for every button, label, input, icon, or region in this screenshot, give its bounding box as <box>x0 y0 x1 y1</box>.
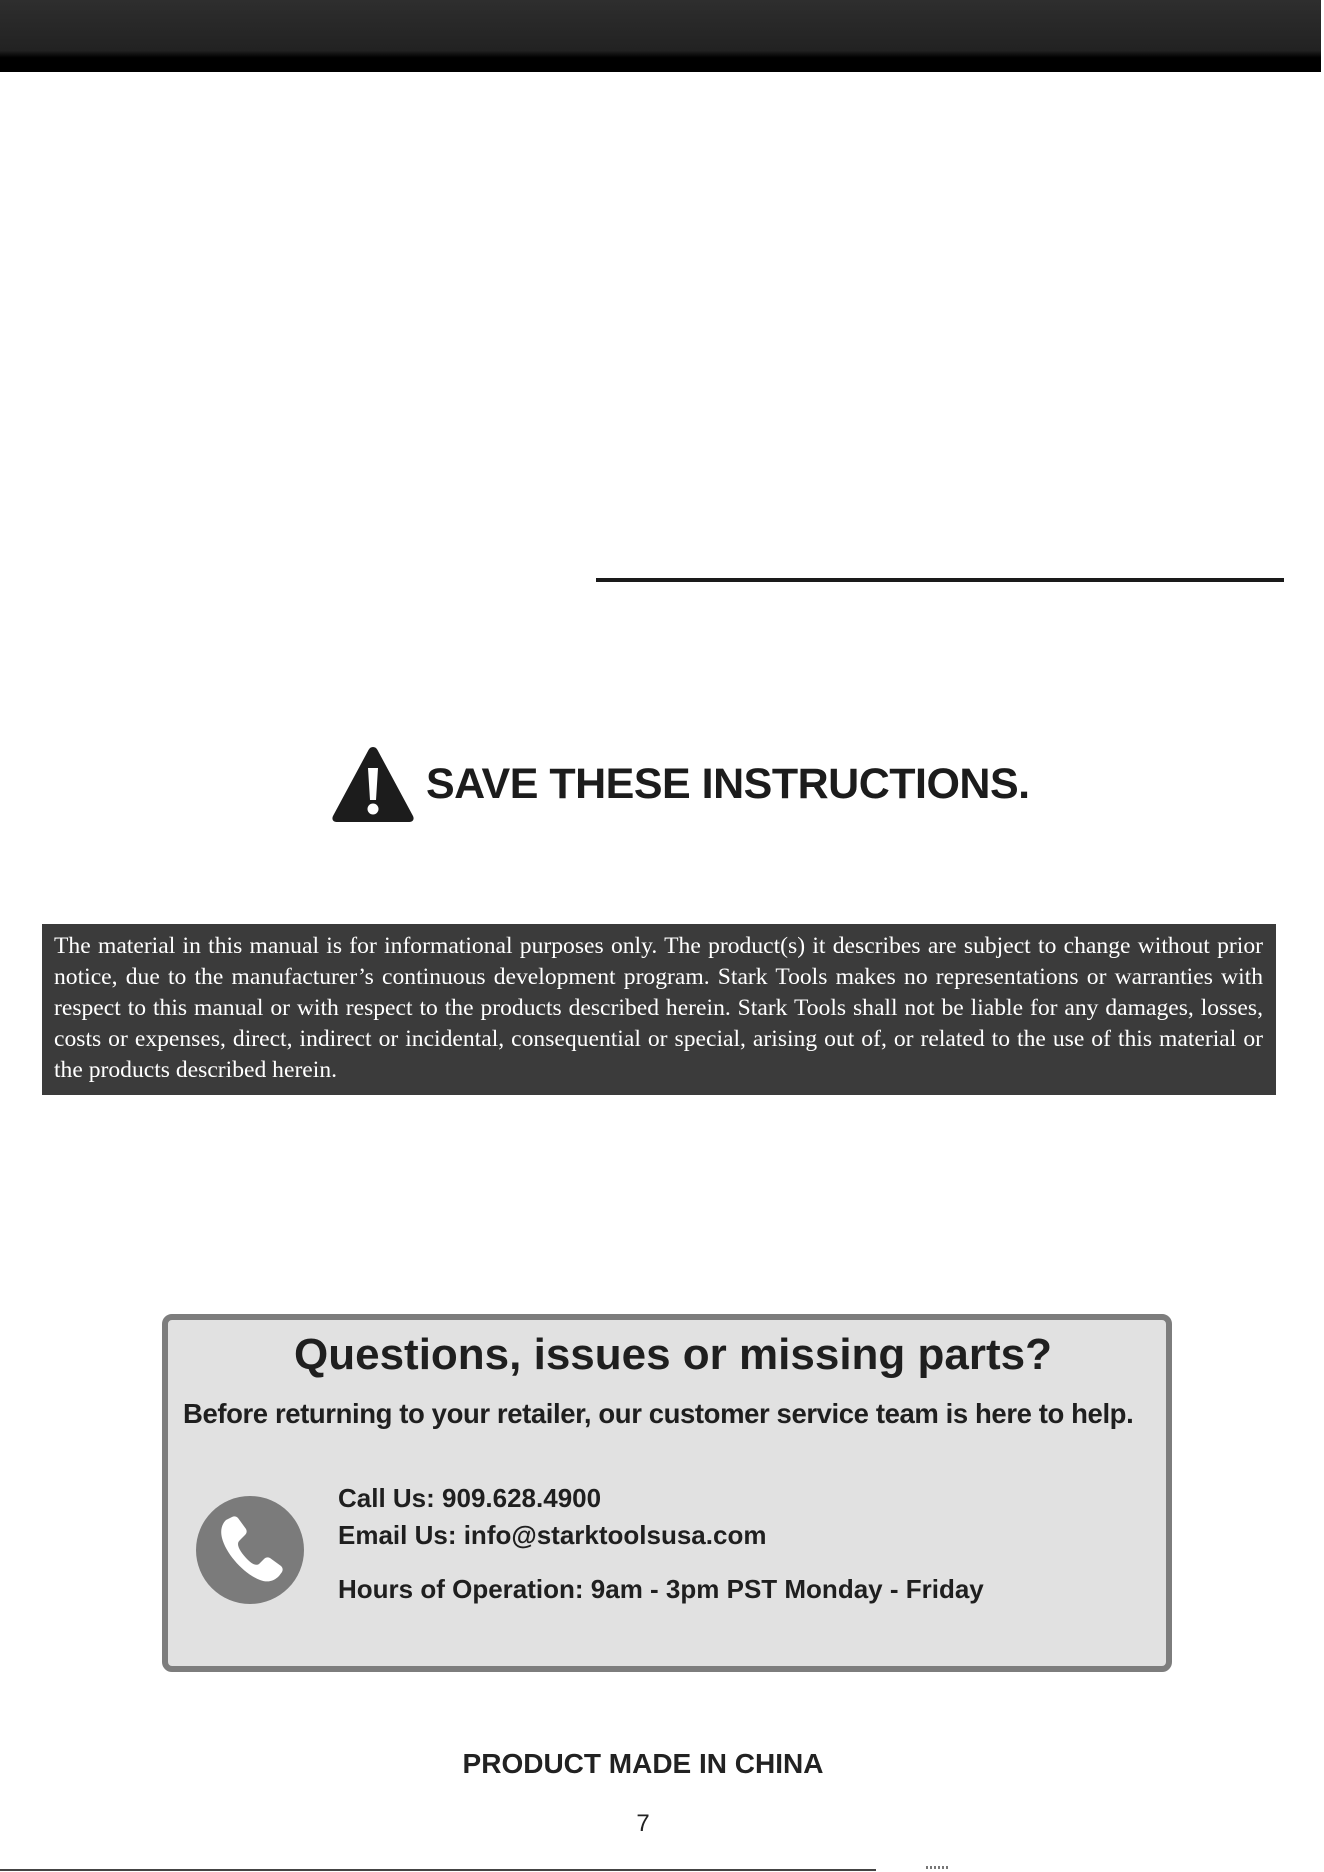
section-divider <box>596 578 1284 582</box>
warning-icon <box>330 744 416 824</box>
support-email[interactable]: Email Us: info@starktoolsusa.com <box>338 1520 767 1550</box>
header-band <box>0 0 1324 72</box>
page-number: 7 <box>636 1810 650 1837</box>
product-origin: PRODUCT MADE IN CHINA <box>462 1748 824 1779</box>
disclaimer-text: The material in this manual is for informational purposes only. The product(s) it describes are subject to change without prior notice, due to the manufacturer’s continuous development program. Stark Tools makes no representations or warranties with respect to this manual or with respect to the products described herein. Stark Tools shall not be liable for any damages, losses, costs or expenses, direct, indirect or incidental, consequential or special, arising out of, or related to the use of this material or the products described herein. <box>54 933 1263 1083</box>
save-instructions-notice <box>330 744 1030 824</box>
support-phone[interactable]: Call Us: 909.628.4900 <box>338 1483 602 1513</box>
support-hours: Hours of Operation: 9am - 3pm PST Monday - Friday <box>338 1574 984 1604</box>
customer-support-box <box>162 1314 1172 1672</box>
footer-mark <box>926 1866 948 1869</box>
support-subheading: Before returning to your retailer, our customer service team is here to help. <box>183 1398 1134 1429</box>
footer-rule <box>0 1869 876 1871</box>
save-instructions-text: SAVE THESE INSTRUCTIONS. <box>426 759 1030 808</box>
phone-icon <box>196 1496 304 1604</box>
support-heading: Questions, issues or missing parts? <box>294 1330 1052 1379</box>
disclaimer-box <box>42 924 1276 1095</box>
